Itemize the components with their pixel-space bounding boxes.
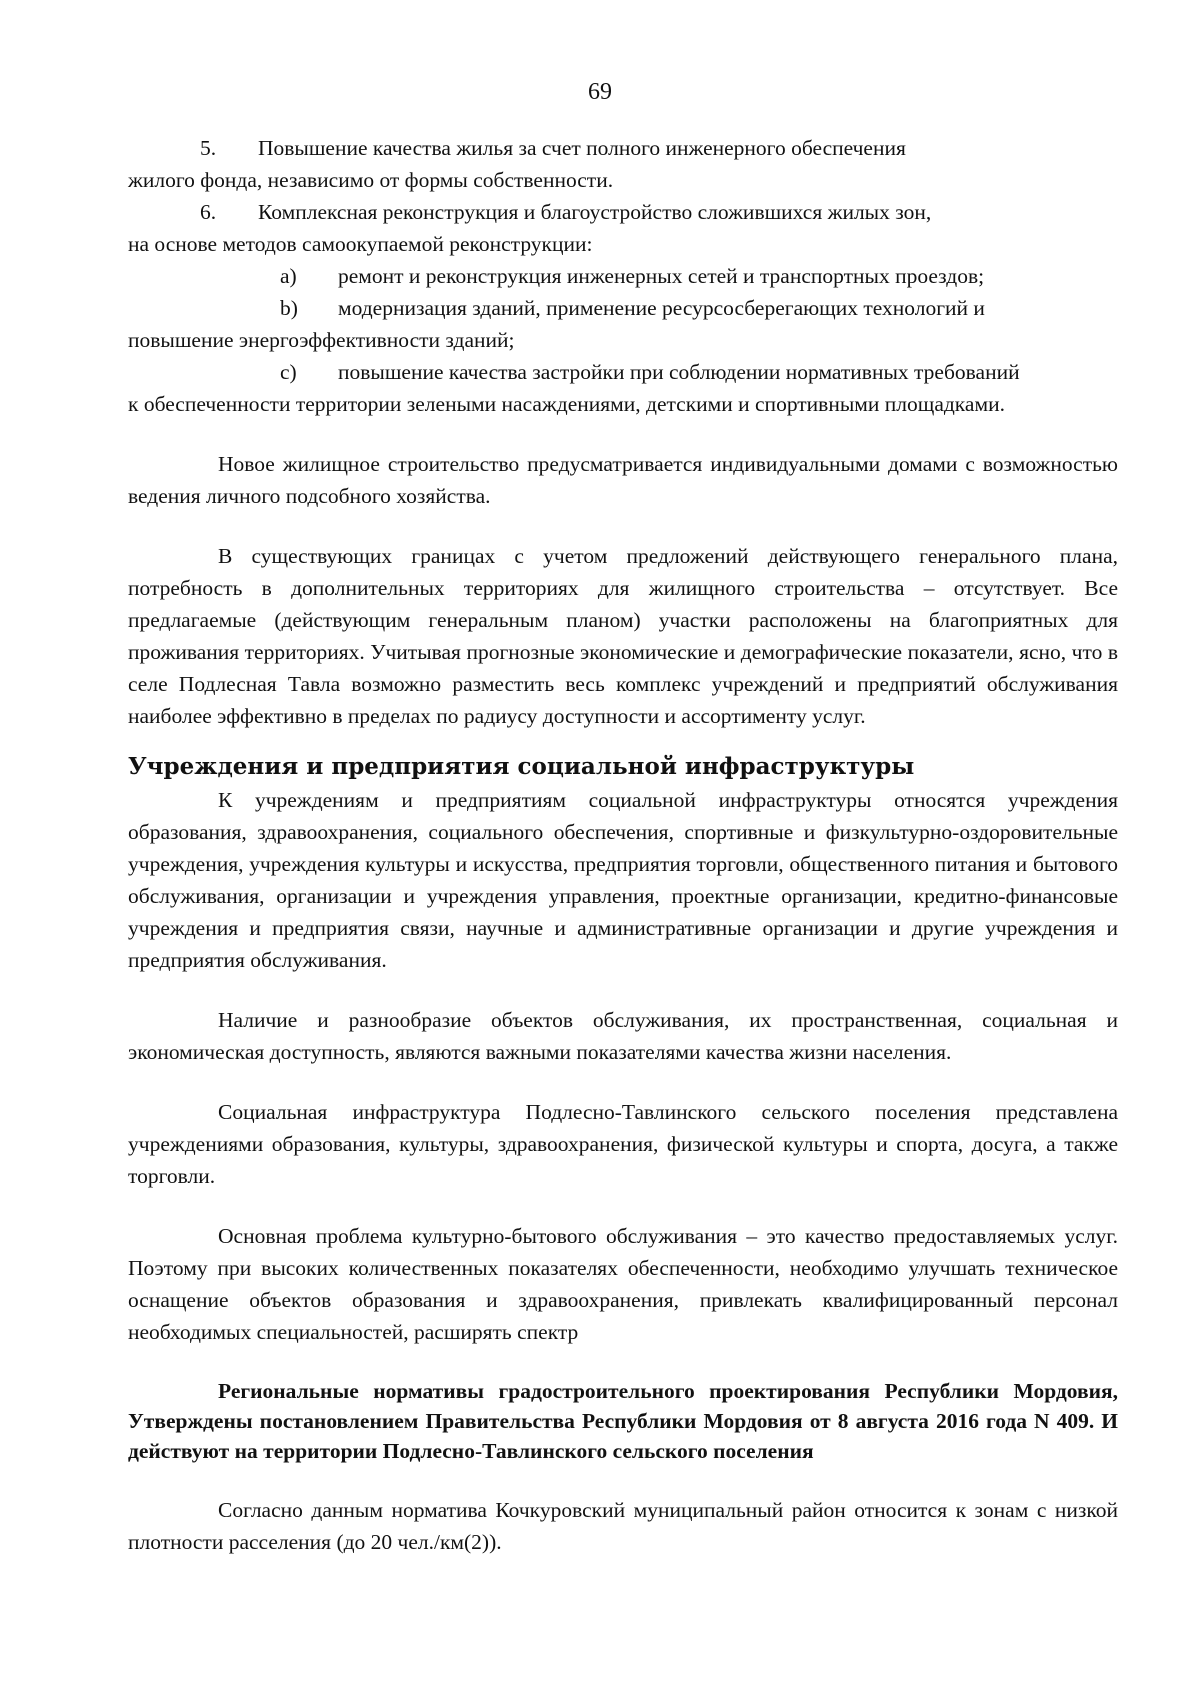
sub-item-letter: b) — [280, 296, 298, 320]
norms-heading: Региональные нормативы градостроительного проектирования Республики Мордовия, Утверждены постановлением Правительства Республики Мордовия от 8 августа 2016 года N 409. И действуют на территории Подлесно-Тавлинского сельского поселения — [128, 1379, 1118, 1463]
paragraph-new-housing: Новое жилищное строительство предусматривается индивидуальными домами с возможностью ведения личного подсобного хозяйства. — [128, 452, 1118, 508]
paragraph-social-infrastructure: Социальная инфраструктура Подлесно-Тавлинского сельского поселения представлена учреждениями образования, культуры, здравоохранения, физической культуры и спорта, досуга, а также торговли. — [128, 1100, 1118, 1188]
sub-item-text: ремонт и реконструкция инженерных сетей и транспортных проездов; — [338, 264, 985, 288]
list-item-6 — [128, 196, 1118, 260]
list-item-continuation: на основе методов самоокупаемой реконструкции: — [128, 232, 593, 256]
sub-item-a — [128, 260, 1118, 292]
list-item-number: 6. — [200, 200, 217, 224]
paragraph-density-zone: Согласно данным норматива Кочкуровский муниципальный район относится к зонам с низкой плотности расселения (до 20 чел./км(2)). — [128, 1498, 1118, 1554]
section-heading: Учреждения и предприятия социальной инфраструктуры — [128, 753, 915, 780]
sub-item-continuation: повышение энергоэффективности зданий; — [128, 328, 515, 352]
paragraph-existing-borders: В существующих границах с учетом предложений действующего генерального плана, потребность в дополнительных территориях для жилищного строительства – отсутствует. Все предлагаемые (действующим генеральным планом) участки расположены на благоприятных для проживания территориях. Учитывая прогнозные экономические и демографические показатели, ясно, что в селе Подлесная Тавла возможно разместить весь комплекс учреждений и предприятий обслуживания наиболее эффективно в пределах по радиусу доступности и ассортименту услуг. — [128, 544, 1118, 728]
sub-item-text: модернизация зданий, применение ресурсосберегающих технологий и — [338, 296, 985, 320]
list-item-text: Повышение качества жилья за счет полного инженерного обеспечения — [258, 136, 906, 160]
sub-item-letter: c) — [280, 360, 297, 384]
list-item-number: 5. — [200, 136, 217, 160]
list-item-text: Комплексная реконструкция и благоустройство сложившихся жилых зон, — [258, 200, 932, 224]
sub-item-letter: a) — [280, 264, 297, 288]
sub-item-continuation: к обеспеченности территории зелеными насаждениями, детскими и спортивными площадками. — [128, 392, 1005, 416]
list-item-5 — [128, 132, 1118, 196]
paragraph-availability: Наличие и разнообразие объектов обслуживания, их пространственная, социальная и экономическая доступность, являются важными показателями качества жизни населения. — [128, 1008, 1118, 1064]
sub-item-c — [128, 356, 1118, 420]
sub-item-b — [128, 292, 1118, 356]
page-content — [128, 132, 1118, 1558]
page-number: 69 — [588, 79, 612, 105]
paragraph-main-problem: Основная проблема культурно-бытового обслуживания – это качество предоставляемых услуг. Поэтому при высоких количественных показателях обеспеченности, необходимо улучшать техническое оснащение объектов образования и здравоохранения, привлекать квалифицированный персонал необходимых специальностей, расширять спектр — [128, 1224, 1118, 1344]
sub-item-text: повышение качества застройки при соблюдении нормативных требований — [338, 360, 1020, 384]
list-item-continuation: жилого фонда, независимо от формы собственности. — [128, 168, 614, 192]
paragraph-social-institutions: К учреждениям и предприятиям социальной инфраструктуры относятся учреждения образования, здравоохранения, социального обеспечения, спортивные и физкультурно-оздоровительные учреждения, учреждения культуры и искусства, предприятия торговли, общественного питания и бытового обслуживания, организации и учреждения управления, проектные организации, кредитно-финансовые учреждения и предприятия связи, научные и административные организации и другие учреждения и предприятия обслуживания. — [128, 788, 1118, 972]
